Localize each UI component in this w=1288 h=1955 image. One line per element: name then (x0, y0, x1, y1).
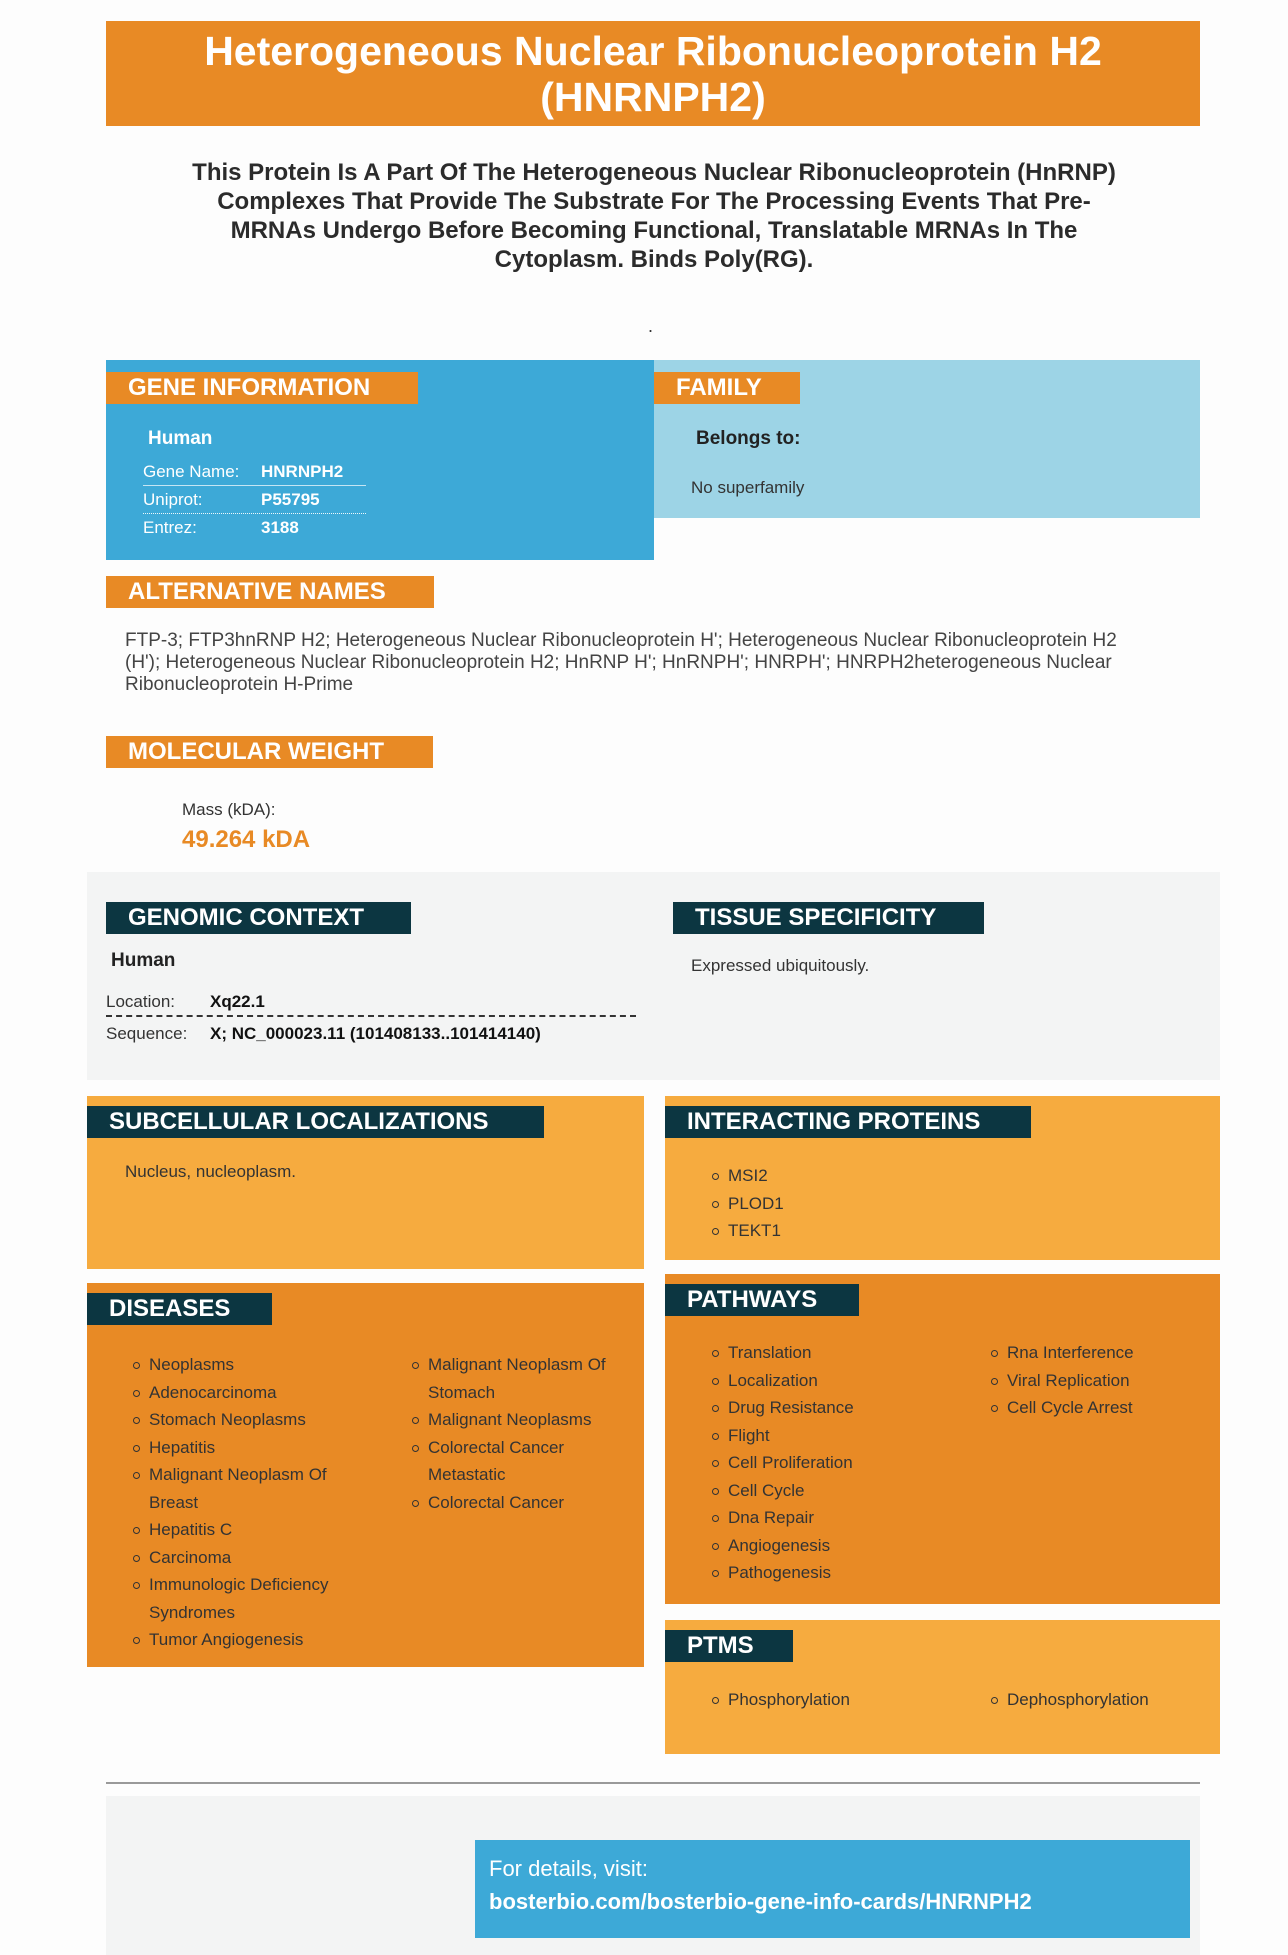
list-item: PLOD1 (710, 1190, 784, 1218)
alternative-names-text (125, 630, 1205, 696)
divider (106, 1782, 1200, 1784)
protein-summary (130, 158, 1178, 274)
list-item: Stomach Neoplasms (131, 1406, 361, 1434)
sequence-row (106, 1020, 636, 1047)
list-item: Neoplasms (131, 1351, 361, 1379)
mass-label: Mass (kDA): (182, 800, 276, 819)
interacting-list (710, 1162, 784, 1245)
list-item: Hepatitis C (131, 1516, 361, 1544)
list-item: Drug Resistance (710, 1394, 970, 1422)
alternative-names-line: (H'); Heterogeneous Nuclear Ribonucleoprotein H2; HnRNP H'; HnRNPH'; HNRPH'; HNRPH2heterogeneous Nuclear (125, 652, 1112, 673)
uniprot-value: P55795 (261, 489, 320, 509)
family-value: No superfamily (691, 478, 805, 497)
gene-info-table (143, 458, 366, 541)
uniprot-row (143, 486, 366, 514)
list-item: Dephosphorylation (989, 1686, 1149, 1714)
list-item: Viral Replication (989, 1367, 1209, 1395)
mass-value: 49.264 kDA (182, 826, 311, 853)
ptms-list-col1 (710, 1686, 850, 1714)
subcellular-panel (87, 1096, 644, 1269)
title-line-1: Heterogeneous Nuclear Ribonucleoprotein H2 (204, 27, 1102, 74)
details-link[interactable]: bosterbio.com/bosterbio-gene-info-cards/HNRNPH2 (489, 1889, 1032, 1914)
gene-information-panel (106, 360, 654, 560)
tissue-specificity-heading: TISSUE SPECIFICITY (673, 902, 984, 934)
alternative-names-line: FTP-3; FTP3hnRNP H2; Heterogeneous Nuclear Ribonucleoprotein H'; Heterogeneous Nuclear Ribonucleoprotein H2 (125, 630, 1117, 651)
pathways-list-col2 (989, 1339, 1209, 1422)
list-item: Angiogenesis (710, 1532, 970, 1560)
list-item: Malignant Neoplasm Of Stomach (410, 1351, 633, 1406)
subcellular-heading: SUBCELLULAR LOCALIZATIONS (87, 1106, 544, 1138)
footer-section (106, 1796, 1200, 1955)
genomic-tissue-section (87, 872, 1220, 1080)
details-link-box[interactable] (475, 1840, 1190, 1938)
list-item: Adenocarcinoma (131, 1379, 361, 1407)
summary-line: MRNAs Undergo Before Becoming Functional, Translatable MRNAs In The (230, 217, 1078, 244)
sequence-value: X; NC_000023.11 (101408133..101414140) (210, 1023, 541, 1043)
pathways-list-col1 (710, 1339, 970, 1587)
diseases-list-col2 (410, 1351, 635, 1516)
uniprot-label: Uniprot: (143, 489, 203, 509)
summary-line: This Protein Is A Part Of The Heterogeneous Nuclear Ribonucleoprotein (HnRNP) (192, 159, 1116, 186)
location-value: Xq22.1 (210, 991, 265, 1011)
diseases-heading: DISEASES (87, 1293, 272, 1325)
gene-information-heading: GENE INFORMATION (106, 372, 418, 404)
diseases-panel (87, 1283, 644, 1667)
gene-name-row (143, 458, 366, 486)
summary-line: Complexes That Provide The Substrate For The Processing Events That Pre- (217, 188, 1091, 215)
entrez-value: 3188 (261, 517, 299, 537)
list-item: Hepatitis (131, 1434, 361, 1462)
genomic-context-heading: GENOMIC CONTEXT (106, 902, 411, 934)
list-item: Cell Cycle (710, 1477, 970, 1505)
list-item: Carcinoma (131, 1544, 361, 1572)
gene-species: Human (148, 428, 213, 449)
diseases-list-col1 (131, 1351, 361, 1654)
genomic-species: Human (111, 950, 176, 971)
summary-line: Cytoplasm. Binds Poly(RG). (494, 246, 814, 273)
list-item: Colorectal Cancer Metastatic (410, 1434, 598, 1489)
title-line-2: (HNRNPH2) (540, 73, 766, 120)
list-item: Dna Repair (710, 1504, 970, 1532)
pathways-panel (665, 1274, 1220, 1604)
list-item: Translation (710, 1339, 970, 1367)
list-item: Malignant Neoplasm Of Breast (131, 1461, 339, 1516)
ptms-heading: PTMS (665, 1630, 793, 1662)
sequence-label: Sequence: (106, 1023, 188, 1043)
page-title (106, 21, 1200, 126)
ptms-panel (665, 1620, 1220, 1754)
list-item: Rna Interference (989, 1339, 1209, 1367)
ptms-list-col2 (989, 1686, 1149, 1714)
pathways-heading: PATHWAYS (665, 1284, 859, 1316)
family-heading: FAMILY (654, 372, 800, 404)
list-item: MSI2 (710, 1162, 784, 1190)
entrez-label: Entrez: (143, 517, 197, 537)
list-item: Flight (710, 1422, 970, 1450)
family-panel (654, 360, 1200, 518)
location-row (106, 988, 636, 1017)
family-belongs-label: Belongs to: (696, 428, 801, 449)
list-item: Immunologic Deficiency Syndromes (131, 1571, 359, 1626)
list-item: Localization (710, 1367, 970, 1395)
list-item: Cell Proliferation (710, 1449, 970, 1477)
alternative-names-line: Ribonucleoprotein H-Prime (125, 674, 354, 695)
interacting-panel (665, 1096, 1220, 1260)
location-label: Location: (106, 991, 175, 1011)
gene-name-value: HNRNPH2 (261, 461, 344, 481)
tissue-specificity-text: Expressed ubiquitously. (691, 956, 870, 975)
list-item: Malignant Neoplasms (410, 1406, 635, 1434)
list-item: Cell Cycle Arrest (989, 1394, 1209, 1422)
separator-dot: . (648, 316, 654, 336)
list-item: Phosphorylation (710, 1686, 850, 1714)
list-item: Pathogenesis (710, 1559, 970, 1587)
list-item: TEKT1 (710, 1217, 784, 1245)
interacting-heading: INTERACTING PROTEINS (665, 1106, 1031, 1138)
visit-label: For details, visit: (489, 1856, 648, 1881)
list-item: Colorectal Cancer (410, 1489, 635, 1517)
list-item: Tumor Angiogenesis (131, 1626, 361, 1654)
entrez-row (143, 514, 366, 541)
subcellular-text: Nucleus, nucleoplasm. (125, 1162, 297, 1181)
molecular-weight-heading: MOLECULAR WEIGHT (106, 736, 433, 768)
alternative-names-heading: ALTERNATIVE NAMES (106, 576, 434, 608)
gene-name-label: Gene Name: (143, 461, 240, 481)
